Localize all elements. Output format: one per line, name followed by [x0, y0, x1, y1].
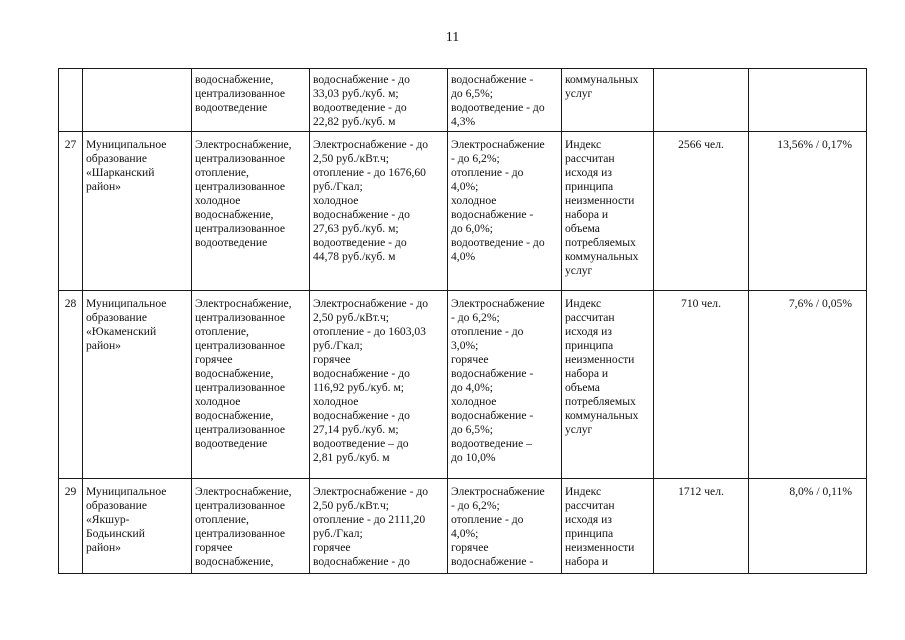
growth-limits: Электроснабжение - до 6,2%; отопление - до 4,0%; холодное водоснабжение - до 6,0%; водоотведение - до 4,0% [448, 132, 562, 291]
population-share: 8,0% / 0,11% [749, 479, 867, 574]
growth-limits: водоснабжение - до 6,5%; водоотведение - до 4,3% [448, 69, 562, 132]
tariff-limits: Электроснабжение - до 2,50 руб./кВт.ч; отопление - до 1603,03 руб./Гкал; горячее водоснабжение - до 116,92 руб./куб. м; холодное водоснабжение - до 27,14 руб./куб. м; водоотведение – до 2,81 руб./куб. м [310, 291, 448, 479]
tariff-limits: Электроснабжение - до 2,50 руб./кВт.ч; отопление - до 1676,60 руб./Гкал; холодное водоснабжение - до 27,63 руб./куб. м; водоотведение - до 44,78 руб./куб. м [310, 132, 448, 291]
utility-services: Электроснабжение, централизованное отопление, централизованное горячее водоснабжение, [192, 479, 310, 574]
population-share [749, 69, 867, 132]
row-number: 28 [59, 291, 83, 479]
table-row [59, 291, 867, 479]
tariff-limits: водоснабжение - до 33,03 руб./куб. м; водоотведение - до 22,82 руб./куб. м [310, 69, 448, 132]
growth-limits: Электроснабжение - до 6,2%; отопление - до 3,0%; горячее водоснабжение - до 4,0%; холодное водоснабжение - до 6,5%; водоотведение – до 10,0% [448, 291, 562, 479]
tariff-table [58, 68, 867, 574]
table-row-continuation [59, 69, 867, 132]
utility-services: Электроснабжение, централизованное отопление, централизованное горячее водоснабжение, централизованное холодное водоснабжение, централизованное водоотведение [192, 291, 310, 479]
index-basis: Индекс рассчитан исходя из принципа неизменности набора и объема потребляемых коммунальных услуг [562, 132, 654, 291]
growth-limits: Электроснабжение - до 6,2%; отопление - до 4,0%; горячее водоснабжение - [448, 479, 562, 574]
population: 710 чел. [654, 291, 749, 479]
utility-services: Электроснабжение, централизованное отопление, централизованное холодное водоснабжение, централизованное водоотведение [192, 132, 310, 291]
population: 1712 чел. [654, 479, 749, 574]
population: 2566 чел. [654, 132, 749, 291]
row-number: 29 [59, 479, 83, 574]
utility-services: водоснабжение, централизованное водоотведение [192, 69, 310, 132]
municipality-name [83, 69, 192, 132]
table-row [59, 132, 867, 291]
municipality-name: Муниципальное образование «Шарканский район» [83, 132, 192, 291]
population [654, 69, 749, 132]
row-number [59, 69, 83, 132]
population-share: 7,6% / 0,05% [749, 291, 867, 479]
index-basis: Индекс рассчитан исходя из принципа неизменности набора и объема потребляемых коммунальных услуг [562, 291, 654, 479]
tariff-limits: Электроснабжение - до 2,50 руб./кВт.ч; отопление - до 2111,20 руб./Гкал; горячее водоснабжение - до [310, 479, 448, 574]
index-basis: Индекс рассчитан исходя из принципа неизменности набора и [562, 479, 654, 574]
population-share: 13,56% / 0,17% [749, 132, 867, 291]
municipality-name: Муниципальное образование «Юкаменский район» [83, 291, 192, 479]
municipality-name: Муниципальное образование «Якшур- Бодьинский район» [83, 479, 192, 574]
row-number: 27 [59, 132, 83, 291]
page-number: 11 [445, 30, 460, 45]
index-basis: коммунальных услуг [562, 69, 654, 132]
table-row [59, 479, 867, 574]
